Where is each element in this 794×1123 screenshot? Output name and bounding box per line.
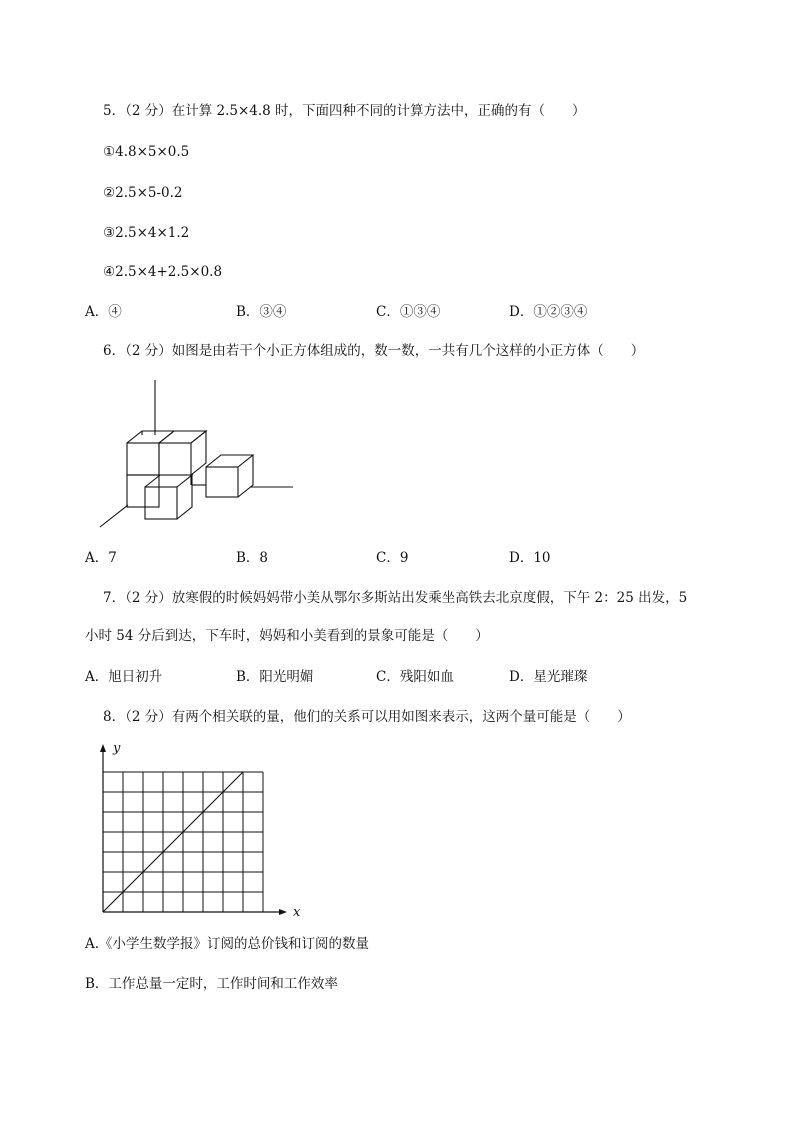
proportion-line [103, 772, 243, 912]
cube-lines [100, 380, 293, 527]
q5-option-c: C．①③④ [376, 304, 441, 320]
q8-option-a: A.《小学生数学报》订阅的总价钱和订阅的数量 [85, 936, 370, 952]
q5-method-3: ③2.5×4×1.2 [103, 225, 190, 241]
x-axis-label: x [293, 905, 301, 920]
y-axis-arrow [100, 744, 106, 752]
q6-option-d: D．10 [509, 550, 551, 566]
q5-method-4: ④2.5×4+2.5×0.8 [103, 264, 223, 280]
q6-option-a: A．7 [85, 550, 117, 566]
q8-stem: 8．（2 分）有两个相关联的量，他们的关系可以用如图来表示，这两个量可能是（ ） [103, 709, 631, 725]
cube-figure [95, 375, 305, 535]
q6-stem: 6．（2 分）如图是由若干个小正方体组成的，数一数，一共有几个这样的小正方体（ ） [103, 343, 645, 359]
q5-option-b: B．③④ [236, 304, 287, 320]
q5-option-a: A．④ [85, 304, 122, 320]
q7-stem-line1: 7．（2 分）放寒假的时候妈妈带小美从鄂尔多斯站出发乘坐高铁去北京度假，下午 2：25 出发，5 [103, 590, 688, 606]
q6-option-b: B．8 [236, 550, 269, 566]
q5-method-1: ①4.8×5×0.5 [103, 144, 190, 160]
q7-option-a: A．旭日初升 [85, 669, 163, 685]
proportion-graph [95, 740, 310, 925]
q5-method-2: ②2.5×5-0.2 [103, 185, 183, 201]
q5-option-d: D．①②③④ [509, 304, 588, 320]
y-axis-label: y [113, 741, 121, 756]
graph-grid [103, 772, 263, 912]
q6-option-c: C．9 [376, 550, 409, 566]
q5-stem: 5．（2 分）在计算 2.5×4.8 时，下面四种不同的计算方法中，正确的有（ ） [103, 103, 586, 119]
x-axis-arrow [279, 909, 287, 915]
q7-stem-line2: 小时 54 分后到达，下车时，妈妈和小美看到的景象可能是（ ） [85, 628, 489, 644]
q7-option-d: D．星光璀璨 [509, 669, 588, 685]
q7-option-c: C．残阳如血 [376, 669, 454, 685]
q8-option-b: B．工作总量一定时，工作时间和工作效率 [85, 976, 338, 992]
q7-option-b: B．阳光明媚 [236, 669, 314, 685]
